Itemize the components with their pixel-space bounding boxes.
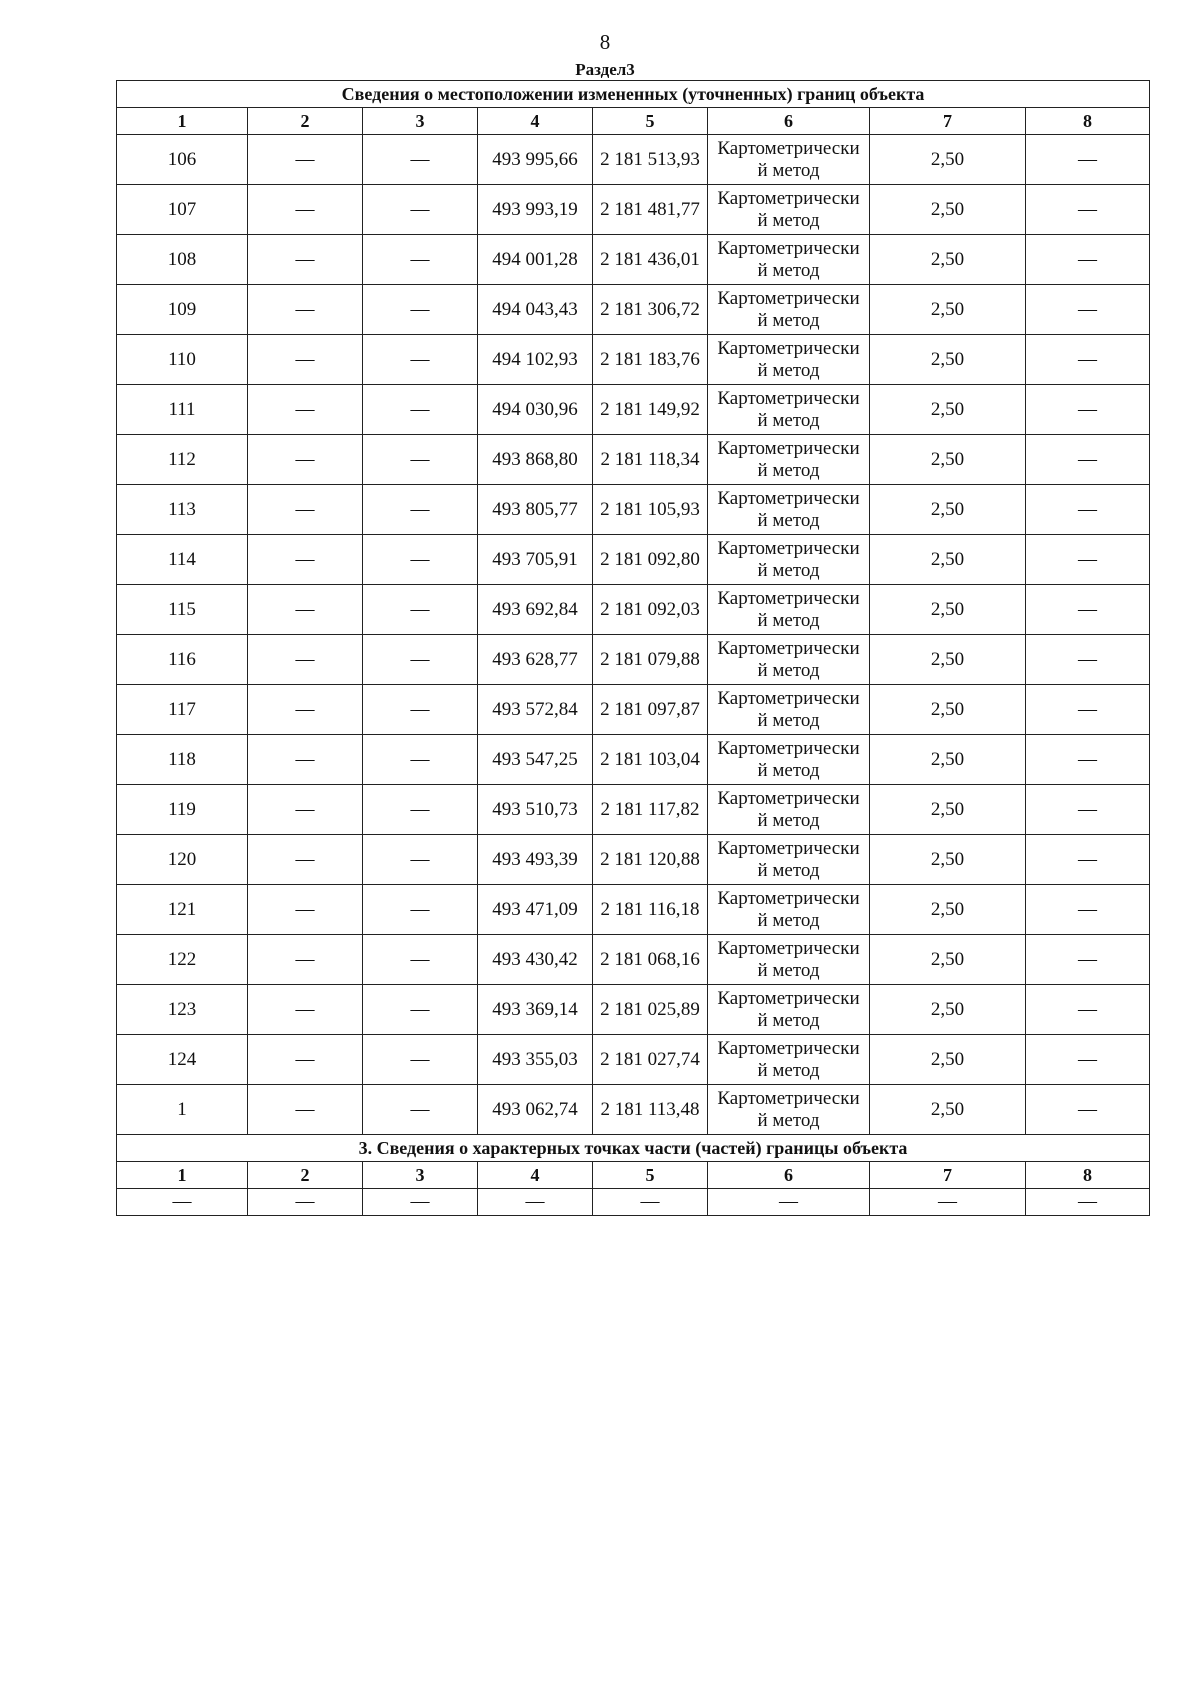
method-text-line: Картометрически <box>717 887 860 909</box>
method-cell <box>708 885 870 935</box>
method-text-line: Картометрически <box>717 487 860 509</box>
column2-cell: — <box>248 685 363 735</box>
column3-cell: — <box>363 185 478 235</box>
x-coordinate-cell: 493 628,77 <box>478 635 593 685</box>
method-text-line: й метод <box>757 359 820 381</box>
column2-cell: — <box>248 435 363 485</box>
point-number-cell: 118 <box>117 735 248 785</box>
y-coordinate-cell: 2 181 027,74 <box>593 1035 708 1085</box>
column8-cell: — <box>1026 935 1150 985</box>
point-number-cell: 112 <box>117 435 248 485</box>
column3-cell: — <box>363 835 478 885</box>
x-coordinate-cell: 493 430,42 <box>478 935 593 985</box>
x-coordinate-cell: 494 030,96 <box>478 385 593 435</box>
accuracy-cell: 2,50 <box>870 1085 1026 1135</box>
column8-cell: — <box>1026 1035 1150 1085</box>
table-row <box>117 435 1150 485</box>
table-row <box>117 385 1150 435</box>
point-number-cell: 122 <box>117 935 248 985</box>
table-row <box>117 785 1150 835</box>
method-text-line: й метод <box>757 1059 820 1081</box>
column8-cell: — <box>1026 285 1150 335</box>
accuracy-cell: 2,50 <box>870 485 1026 535</box>
table-row <box>117 735 1150 785</box>
y-coordinate-cell: 2 181 306,72 <box>593 285 708 335</box>
column-header: 1 <box>117 108 248 135</box>
column8-cell: — <box>1026 585 1150 635</box>
column2-cell: — <box>248 885 363 935</box>
method-text-line: Картометрически <box>717 787 860 809</box>
column2-cell: — <box>248 185 363 235</box>
column-header-row <box>117 108 1150 135</box>
section3-column-header: 7 <box>870 1162 1026 1189</box>
empty-cell: — <box>248 1189 363 1216</box>
column8-cell: — <box>1026 435 1150 485</box>
method-text-line: Картометрически <box>717 387 860 409</box>
table-row <box>117 535 1150 585</box>
y-coordinate-cell: 2 181 068,16 <box>593 935 708 985</box>
y-coordinate-cell: 2 181 116,18 <box>593 885 708 935</box>
table-row <box>117 585 1150 635</box>
x-coordinate-cell: 494 102,93 <box>478 335 593 385</box>
x-coordinate-cell: 494 001,28 <box>478 235 593 285</box>
method-cell <box>708 235 870 285</box>
page-number: 8 <box>599 30 611 54</box>
method-cell <box>708 535 870 585</box>
method-cell <box>708 185 870 235</box>
empty-cell: — <box>478 1189 593 1216</box>
column8-cell: — <box>1026 785 1150 835</box>
method-cell <box>708 285 870 335</box>
column3-cell: — <box>363 635 478 685</box>
section3-caption-row <box>117 1135 1150 1162</box>
method-cell <box>708 935 870 985</box>
table-row <box>117 285 1150 335</box>
column8-cell: — <box>1026 335 1150 385</box>
column-header: 8 <box>1026 108 1150 135</box>
column8-cell: — <box>1026 185 1150 235</box>
y-coordinate-cell: 2 181 149,92 <box>593 385 708 435</box>
accuracy-cell: 2,50 <box>870 185 1026 235</box>
column8-cell: — <box>1026 385 1150 435</box>
y-coordinate-cell: 2 181 118,34 <box>593 435 708 485</box>
method-text-line: й метод <box>757 759 820 781</box>
method-cell <box>708 835 870 885</box>
table-row <box>117 635 1150 685</box>
point-number-cell: 123 <box>117 985 248 1035</box>
accuracy-cell: 2,50 <box>870 735 1026 785</box>
y-coordinate-cell: 2 181 092,80 <box>593 535 708 585</box>
column3-cell: — <box>363 385 478 435</box>
method-text-line: Картометрически <box>717 287 860 309</box>
column2-cell: — <box>248 385 363 435</box>
section3-column-header: 1 <box>117 1162 248 1189</box>
x-coordinate-cell: 493 572,84 <box>478 685 593 735</box>
column8-cell: — <box>1026 485 1150 535</box>
column-header: 6 <box>708 108 870 135</box>
section3-empty-row <box>117 1189 1150 1216</box>
column2-cell: — <box>248 235 363 285</box>
method-text-line: й метод <box>757 159 820 181</box>
column2-cell: — <box>248 535 363 585</box>
method-text-line: Картометрически <box>717 1087 860 1109</box>
table-body <box>117 81 1150 1216</box>
method-text-line: Картометрически <box>717 337 860 359</box>
point-number-cell: 119 <box>117 785 248 835</box>
accuracy-cell: 2,50 <box>870 285 1026 335</box>
table-row <box>117 885 1150 935</box>
y-coordinate-cell: 2 181 097,87 <box>593 685 708 735</box>
x-coordinate-cell: 493 705,91 <box>478 535 593 585</box>
table-row <box>117 935 1150 985</box>
method-text-line: й метод <box>757 309 820 331</box>
column8-cell: — <box>1026 135 1150 185</box>
empty-cell: — <box>593 1189 708 1216</box>
method-text-line: й метод <box>757 209 820 231</box>
method-text-line: Картометрически <box>717 987 860 1009</box>
method-text-line: й метод <box>757 1109 820 1131</box>
column2-cell: — <box>248 835 363 885</box>
column-header: 5 <box>593 108 708 135</box>
method-cell <box>708 685 870 735</box>
column8-cell: — <box>1026 635 1150 685</box>
method-cell <box>708 985 870 1035</box>
method-cell <box>708 635 870 685</box>
point-number-cell: 117 <box>117 685 248 735</box>
accuracy-cell: 2,50 <box>870 435 1026 485</box>
y-coordinate-cell: 2 181 481,77 <box>593 185 708 235</box>
column8-cell: — <box>1026 885 1150 935</box>
accuracy-cell: 2,50 <box>870 985 1026 1035</box>
method-text-line: Картометрически <box>717 587 860 609</box>
x-coordinate-cell: 493 471,09 <box>478 885 593 935</box>
section3-column-header: 5 <box>593 1162 708 1189</box>
column2-cell: — <box>248 135 363 185</box>
table-row <box>117 135 1150 185</box>
x-coordinate-cell: 493 547,25 <box>478 735 593 785</box>
table-row <box>117 685 1150 735</box>
method-text-line: Картометрически <box>717 937 860 959</box>
accuracy-cell: 2,50 <box>870 135 1026 185</box>
point-number-cell: 107 <box>117 185 248 235</box>
section-label: Раздел3 <box>575 60 635 79</box>
method-text-line: Картометрически <box>717 187 860 209</box>
point-number-cell: 111 <box>117 385 248 435</box>
empty-cell: — <box>363 1189 478 1216</box>
column-header: 3 <box>363 108 478 135</box>
table-row <box>117 985 1150 1035</box>
y-coordinate-cell: 2 181 092,03 <box>593 585 708 635</box>
method-text-line: й метод <box>757 859 820 881</box>
point-number-cell: 1 <box>117 1085 248 1135</box>
method-text-line: Картометрически <box>717 637 860 659</box>
method-text-line: й метод <box>757 509 820 531</box>
section3-header-row <box>117 1162 1150 1189</box>
column3-cell: — <box>363 685 478 735</box>
y-coordinate-cell: 2 181 120,88 <box>593 835 708 885</box>
method-text-line: й метод <box>757 609 820 631</box>
column8-cell: — <box>1026 1085 1150 1135</box>
x-coordinate-cell: 493 493,39 <box>478 835 593 885</box>
method-text-line: Картометрически <box>717 537 860 559</box>
column2-cell: — <box>248 1085 363 1135</box>
column2-cell: — <box>248 1035 363 1085</box>
column3-cell: — <box>363 285 478 335</box>
accuracy-cell: 2,50 <box>870 1035 1026 1085</box>
method-text-line: й метод <box>757 659 820 681</box>
section3-caption: 3. Сведения о характерных точках части (частей) границы объекта <box>117 1135 1150 1162</box>
method-text-line: й метод <box>757 809 820 831</box>
column2-cell: — <box>248 785 363 835</box>
x-coordinate-cell: 493 510,73 <box>478 785 593 835</box>
column8-cell: — <box>1026 735 1150 785</box>
table-caption: Сведения о местоположении измененных (уточненных) границ объекта <box>117 81 1150 108</box>
y-coordinate-cell: 2 181 183,76 <box>593 335 708 385</box>
column3-cell: — <box>363 935 478 985</box>
boundary-table <box>116 80 1150 1216</box>
table-row <box>117 335 1150 385</box>
method-text-line: Картометрически <box>717 237 860 259</box>
method-cell <box>708 1085 870 1135</box>
method-cell <box>708 385 870 435</box>
accuracy-cell: 2,50 <box>870 885 1026 935</box>
column3-cell: — <box>363 735 478 785</box>
y-coordinate-cell: 2 181 079,88 <box>593 635 708 685</box>
section3-column-header: 8 <box>1026 1162 1150 1189</box>
table-row <box>117 485 1150 535</box>
method-text-line: й метод <box>757 259 820 281</box>
method-cell <box>708 435 870 485</box>
column-header: 7 <box>870 108 1026 135</box>
accuracy-cell: 2,50 <box>870 785 1026 835</box>
section3-column-header: 3 <box>363 1162 478 1189</box>
empty-cell: — <box>1026 1189 1150 1216</box>
y-coordinate-cell: 2 181 025,89 <box>593 985 708 1035</box>
column2-cell: — <box>248 585 363 635</box>
table-row <box>117 1035 1150 1085</box>
column8-cell: — <box>1026 535 1150 585</box>
column3-cell: — <box>363 785 478 835</box>
column8-cell: — <box>1026 685 1150 735</box>
column3-cell: — <box>363 535 478 585</box>
column3-cell: — <box>363 335 478 385</box>
column3-cell: — <box>363 435 478 485</box>
column8-cell: — <box>1026 835 1150 885</box>
column8-cell: — <box>1026 235 1150 285</box>
accuracy-cell: 2,50 <box>870 385 1026 435</box>
x-coordinate-cell: 493 369,14 <box>478 985 593 1035</box>
y-coordinate-cell: 2 181 117,82 <box>593 785 708 835</box>
point-number-cell: 109 <box>117 285 248 335</box>
table-row <box>117 1085 1150 1135</box>
point-number-cell: 115 <box>117 585 248 635</box>
point-number-cell: 114 <box>117 535 248 585</box>
column2-cell: — <box>248 985 363 1035</box>
accuracy-cell: 2,50 <box>870 535 1026 585</box>
y-coordinate-cell: 2 181 436,01 <box>593 235 708 285</box>
column3-cell: — <box>363 985 478 1035</box>
column2-cell: — <box>248 335 363 385</box>
method-text-line: й метод <box>757 909 820 931</box>
method-cell <box>708 735 870 785</box>
method-text-line: Картометрически <box>717 1037 860 1059</box>
method-text-line: й метод <box>757 959 820 981</box>
method-text-line: Картометрически <box>717 737 860 759</box>
column3-cell: — <box>363 485 478 535</box>
method-text-line: й метод <box>757 1009 820 1031</box>
column8-cell: — <box>1026 985 1150 1035</box>
method-text-line: Картометрически <box>717 437 860 459</box>
column2-cell: — <box>248 485 363 535</box>
accuracy-cell: 2,50 <box>870 335 1026 385</box>
section3-column-header: 6 <box>708 1162 870 1189</box>
y-coordinate-cell: 2 181 113,48 <box>593 1085 708 1135</box>
column3-cell: — <box>363 135 478 185</box>
empty-cell: — <box>117 1189 248 1216</box>
point-number-cell: 113 <box>117 485 248 535</box>
x-coordinate-cell: 493 868,80 <box>478 435 593 485</box>
y-coordinate-cell: 2 181 103,04 <box>593 735 708 785</box>
method-cell <box>708 485 870 535</box>
method-cell <box>708 585 870 635</box>
column3-cell: — <box>363 235 478 285</box>
method-text-line: й метод <box>757 709 820 731</box>
x-coordinate-cell: 493 062,74 <box>478 1085 593 1135</box>
point-number-cell: 121 <box>117 885 248 935</box>
column3-cell: — <box>363 1085 478 1135</box>
accuracy-cell: 2,50 <box>870 935 1026 985</box>
point-number-cell: 108 <box>117 235 248 285</box>
column3-cell: — <box>363 1035 478 1085</box>
x-coordinate-cell: 493 993,19 <box>478 185 593 235</box>
section3-column-header: 4 <box>478 1162 593 1189</box>
method-cell <box>708 1035 870 1085</box>
y-coordinate-cell: 2 181 105,93 <box>593 485 708 535</box>
column-header: 2 <box>248 108 363 135</box>
column2-cell: — <box>248 635 363 685</box>
column2-cell: — <box>248 735 363 785</box>
column-header: 4 <box>478 108 593 135</box>
accuracy-cell: 2,50 <box>870 635 1026 685</box>
x-coordinate-cell: 493 805,77 <box>478 485 593 535</box>
method-cell <box>708 785 870 835</box>
method-text-line: й метод <box>757 459 820 481</box>
method-cell <box>708 335 870 385</box>
method-text-line: Картометрически <box>717 137 860 159</box>
point-number-cell: 124 <box>117 1035 248 1085</box>
column3-cell: — <box>363 585 478 635</box>
x-coordinate-cell: 493 692,84 <box>478 585 593 635</box>
column2-cell: — <box>248 285 363 335</box>
accuracy-cell: 2,50 <box>870 585 1026 635</box>
method-cell <box>708 135 870 185</box>
column3-cell: — <box>363 885 478 935</box>
accuracy-cell: 2,50 <box>870 835 1026 885</box>
empty-cell: — <box>708 1189 870 1216</box>
accuracy-cell: 2,50 <box>870 685 1026 735</box>
method-text-line: й метод <box>757 409 820 431</box>
point-number-cell: 120 <box>117 835 248 885</box>
x-coordinate-cell: 493 995,66 <box>478 135 593 185</box>
column2-cell: — <box>248 935 363 985</box>
section3-column-header: 2 <box>248 1162 363 1189</box>
x-coordinate-cell: 493 355,03 <box>478 1035 593 1085</box>
point-number-cell: 110 <box>117 335 248 385</box>
x-coordinate-cell: 494 043,43 <box>478 285 593 335</box>
empty-cell: — <box>870 1189 1026 1216</box>
accuracy-cell: 2,50 <box>870 235 1026 285</box>
table-row <box>117 185 1150 235</box>
table-row <box>117 835 1150 885</box>
method-text-line: Картометрически <box>717 837 860 859</box>
y-coordinate-cell: 2 181 513,93 <box>593 135 708 185</box>
method-text-line: й метод <box>757 559 820 581</box>
table-caption-row <box>117 81 1150 108</box>
point-number-cell: 106 <box>117 135 248 185</box>
method-text-line: Картометрически <box>717 687 860 709</box>
point-number-cell: 116 <box>117 635 248 685</box>
table-row <box>117 235 1150 285</box>
